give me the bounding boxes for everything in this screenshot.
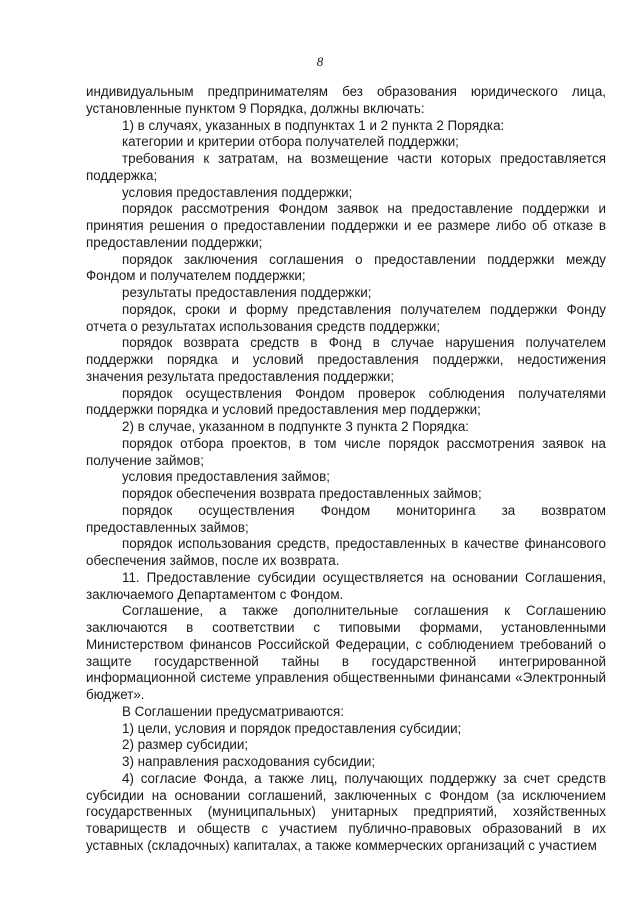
paragraph: индивидуальным предпринимателям без образования юридического лица, установленные пунктом 9 Порядка, должны включать: <box>86 84 606 116</box>
document-body <box>86 84 606 855</box>
paragraph: условия предоставления займов; <box>122 469 330 485</box>
paragraph: порядок, сроки и форму представления получателем поддержки Фонду отчета о результатах использования средств поддержки; <box>86 301 606 334</box>
paragraph: порядок рассмотрения Фондом заявок на предоставление поддержки и принятия решения о предоставлении поддержки и ее размере либо об отказе в предоставлении поддержки; <box>86 201 606 250</box>
paragraph: результаты предоставления поддержки; <box>122 285 372 300</box>
paragraph: 4) согласие Фонда, а также лиц, получающих поддержку за счет средств субсидии на основании соглашений, заключенных с Фондом (за исключением государственных (муниципальных) унитарных предприятий, хозяйственных товариществ и обществ с участием публично-правовых образований в их уставных (складочных) капиталах, а также коммерческих организаций с участием <box>86 770 606 853</box>
paragraph: 2) размер субсидии; <box>122 737 249 753</box>
paragraph: В Соглашении предусматриваются: <box>122 703 345 719</box>
paragraph: условия предоставления поддержки; <box>122 184 353 200</box>
paragraph: порядок отбора проектов, в том числе порядок рассмотрения заявок на получение займов; <box>86 435 606 468</box>
paragraph: порядок заключения соглашения о предоставлении поддержки между Фондом и получателем поддержки; <box>86 251 606 284</box>
paragraph: порядок возврата средств в Фонд в случае нарушения получателем поддержки порядка и условий предоставления поддержки, недостижения значения результата предоставления поддержки; <box>86 335 606 384</box>
paragraph: порядок использования средств, предоставленных в качестве финансового обеспечения займов, после их возврата. <box>86 536 606 568</box>
paragraph: требования к затратам, на возмещение части которых предоставляется поддержка; <box>86 151 606 183</box>
paragraph: Соглашение, а также дополнительные соглашения к Соглашению заключаются в соответствии с типовыми формами, установленными Министерством финансов Российской Федерации, с соблюдением требований о защите государственной тайны в государственной интегрированной информационной системе управления общественными финансами «Электронный бюджет». <box>86 603 606 702</box>
paragraph: порядок обеспечения возврата предоставленных займов; <box>122 486 482 501</box>
paragraph: 1) в случаях, указанных в подпунктах 1 и 2 пункта 2 Порядка: <box>122 117 505 133</box>
paragraph: 11. Предоставление субсидии осуществляется на основании Соглашения, заключаемого Департаментом с Фондом. <box>86 569 606 602</box>
paragraph: категории и критерии отбора получателей поддержки; <box>122 134 459 150</box>
paragraph: порядок осуществления Фондом проверок соблюдения получателями поддержки порядка и условий предоставления мер поддержки; <box>86 385 606 418</box>
paragraph: 1) цели, условия и порядок предоставления субсидии; <box>122 720 462 736</box>
page-number: 8 <box>316 54 324 69</box>
paragraph: порядок осуществления Фондом мониторинга за возвратом предоставленных займов; <box>86 502 606 535</box>
paragraph: 3) направления расходования субсидии; <box>122 754 376 769</box>
paragraph: 2) в случае, указанном в подпункте 3 пункта 2 Порядка: <box>122 419 470 434</box>
